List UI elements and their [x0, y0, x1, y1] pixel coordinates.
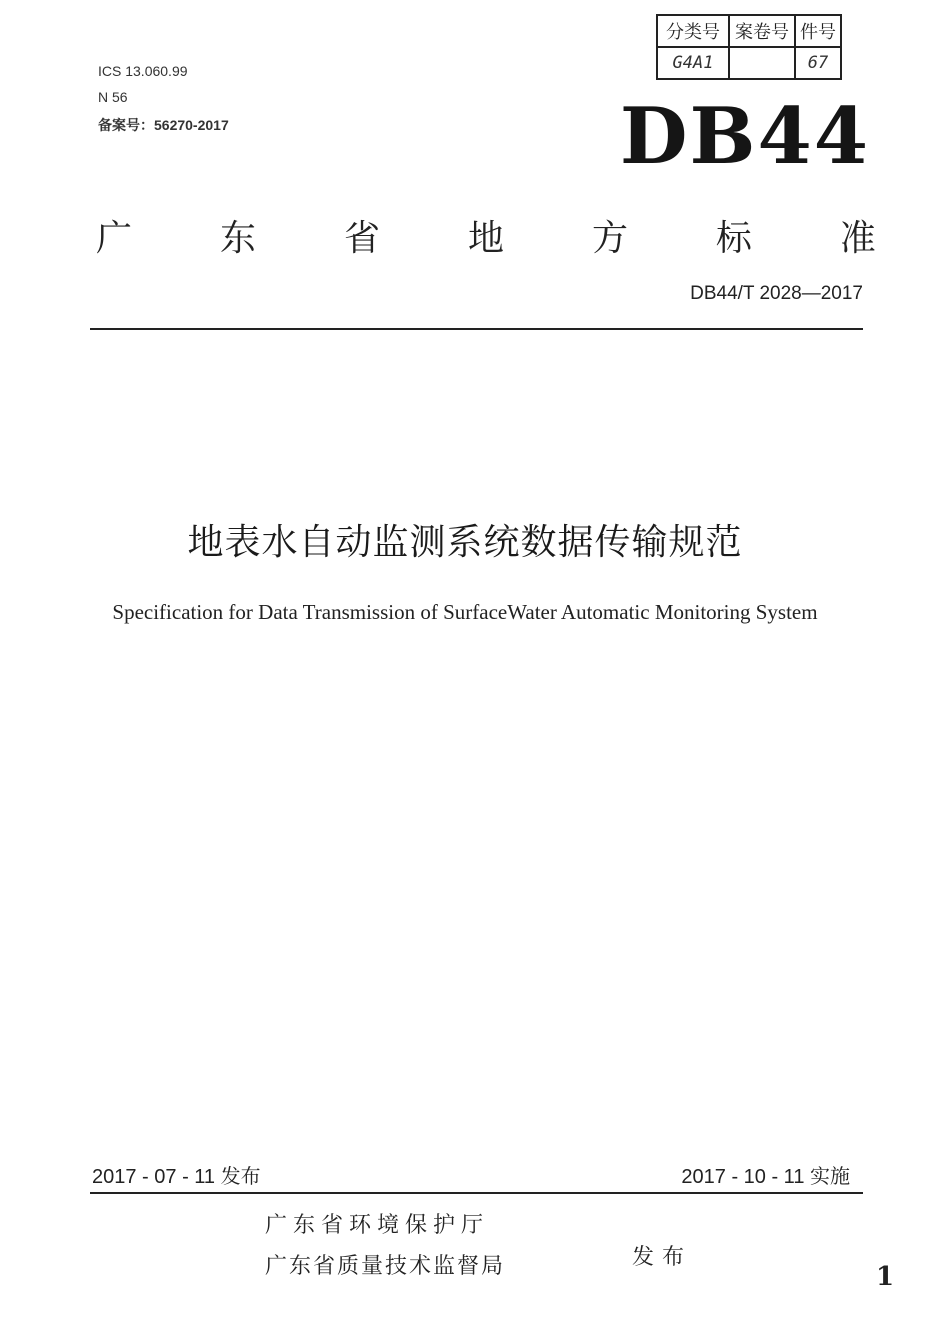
bottom-divider: [90, 1192, 863, 1194]
ics-code: ICS 13.060.99: [98, 63, 188, 79]
stamp-header-category: 分类号: [657, 15, 729, 47]
stamp-header-row: [657, 15, 841, 47]
document-title-english: Specification for Data Transmission of SurfaceWater Automatic Monitoring System: [112, 600, 818, 624]
page-number: 1: [876, 1262, 895, 1292]
document-title-chinese: 地表水自动监测系统数据传输规范: [187, 522, 743, 563]
heading-char: 标: [715, 218, 752, 259]
stamp-header-item: 件号: [795, 15, 841, 47]
filing-number: 备案号：56270-2017: [98, 117, 229, 133]
issue-date: 2017 - 07 - 11 发布: [92, 1166, 261, 1188]
stamp-value-category: G4A1: [657, 47, 729, 79]
stamp-header-volume: 案卷号: [729, 15, 795, 47]
stamp-value-item: 67: [795, 47, 841, 79]
heading-char: 地: [467, 218, 504, 259]
issue-label: 发布: [632, 1245, 693, 1270]
heading-char: 方: [591, 218, 628, 259]
stamp-value-volume: [729, 47, 795, 79]
heading-char: 准: [839, 218, 876, 259]
implementation-date: 2017 - 10 - 11 实施: [681, 1166, 850, 1188]
ccs-code: N 56: [98, 89, 128, 105]
stamp-value-row: [657, 47, 841, 79]
archive-stamp-table: [656, 14, 842, 80]
top-divider: [90, 328, 863, 330]
heading-char: 东: [219, 218, 256, 259]
standard-number: DB44/T 2028—2017: [690, 283, 863, 304]
issuer-quality-bureau: 广东省质量技术监督局: [265, 1254, 506, 1279]
heading-char: 省: [343, 218, 380, 259]
heading-char: 广: [96, 218, 133, 259]
db44-logo: DB44: [619, 91, 870, 182]
provincial-standard-heading: [96, 210, 876, 261]
issuer-environment-department: 广东省环境保护厅: [265, 1213, 490, 1238]
